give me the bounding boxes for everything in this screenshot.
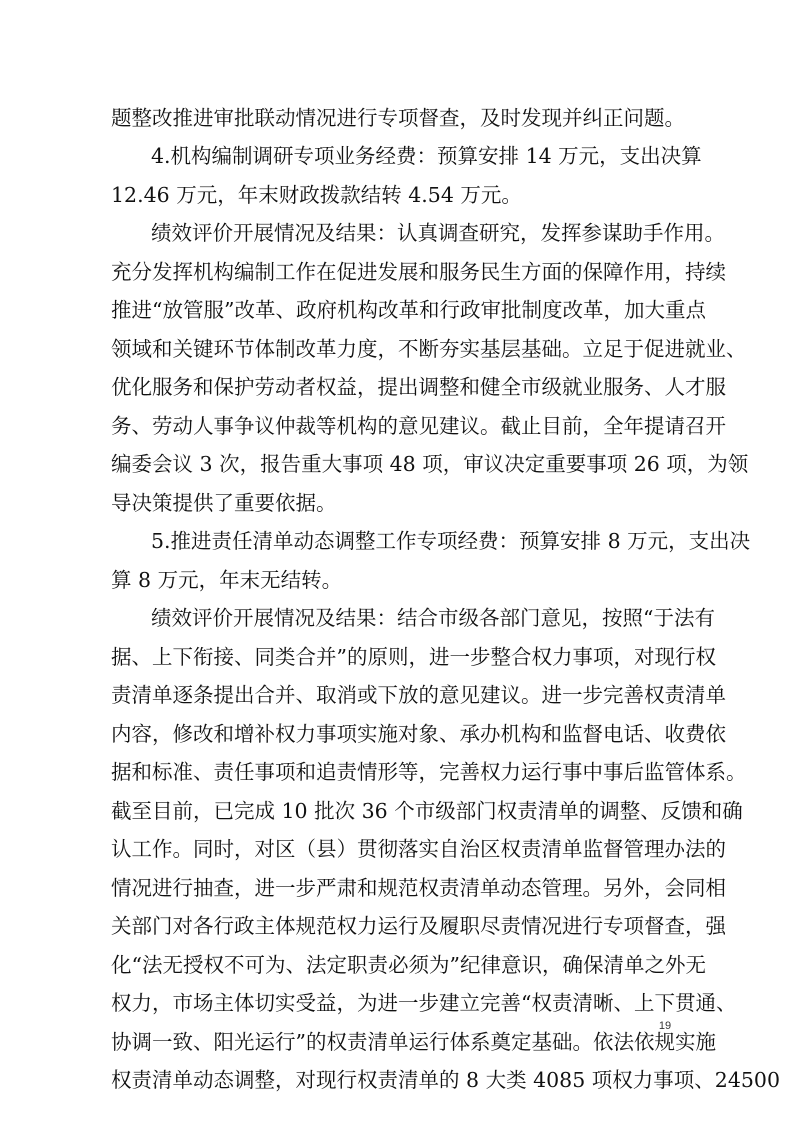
text-line: 题整改推进审批联动情况进行专项督查，及时发现并纠正问题。 [111,106,685,130]
text-line: 绩效评价开展情况及结果：认真调查研究，发挥参谋助手作用。 [151,221,725,245]
text-line: 关部门对各行政主体规范权力运行及履职尽责情况进行专项督查，强 [111,914,726,938]
text-line: 权力，市场主体切实受益，为进一步建立完善“权责清晰、上下贯通、 [111,991,737,1015]
text-line: 协调一致、阳光运行”的权责清单运行体系奠定基础。依法依规实施 [111,1030,716,1054]
text-line: 导决策提供了重要依据。 [111,491,337,515]
text-line: 算 8 万元，年末无结转。 [111,568,343,592]
text-line: 截至目前，已完成 10 批次 36 个市级部门权责清单的调整、反馈和确 [111,799,743,823]
text-line: 情况进行抽查，进一步严肃和规范权责清单动态管理。另外，会同相 [111,876,726,900]
text-line: 据和标准、责任事项和追责情形等，完善权力运行事中事后监管体系。 [111,760,747,784]
text-line: 责清单逐条提出合并、取消或下放的意见建议。进一步完善权责清单 [111,683,726,707]
text-line: 12.46 万元，年末财政拨款结转 4.54 万元。 [111,183,522,207]
text-line: 据、上下衔接、同类合并”的原则，进一步整合权力事项，对现行权 [111,645,716,669]
text-line: 化“法无授权不可为、法定职责必须为”纪律意识，确保清单之外无 [111,953,706,977]
text-line: 绩效评价开展情况及结果：结合市级各部门意见，按照“于法有 [151,606,715,630]
text-line: 内容，修改和增补权力事项实施对象、承办机构和监督电话、收费依 [111,722,726,746]
text-line: 编委会议 3 次，报告重大事项 48 项，审议决定重要事项 26 项，为领 [111,452,749,476]
page-number: 19 [658,1020,672,1032]
text-line: 优化服务和保护劳动者权益，提出调整和健全市级就业服务、人才服 [111,375,726,399]
text-line: 充分发挥机构编制工作在促进发展和服务民生方面的保障作用，持续 [111,260,726,284]
text-line: 领域和关键环节体制改革力度，不断夯实基层基础。立足于促进就业、 [111,337,747,361]
text-line: 权责清单动态调整，对现行权责清单的 8 大类 4085 项权力事项、24500 [111,1068,780,1092]
text-line: 认工作。同时，对区（县）贯彻落实自治区权责清单监督管理办法的 [111,837,726,861]
text-line: 务、劳动人事争议仲裁等机构的意见建议。截止目前，全年提请召开 [111,414,726,438]
text-line: 5.推进责任清单动态调整工作专项经费：预算安排 8 万元，支出决 [151,529,751,553]
text-line: 推进“放管服”改革、政府机构改革和行政审批制度改革，加大重点 [111,298,706,322]
text-line: 4.机构编制调研专项业务经费：预算安排 14 万元，支出决算 [151,144,702,168]
